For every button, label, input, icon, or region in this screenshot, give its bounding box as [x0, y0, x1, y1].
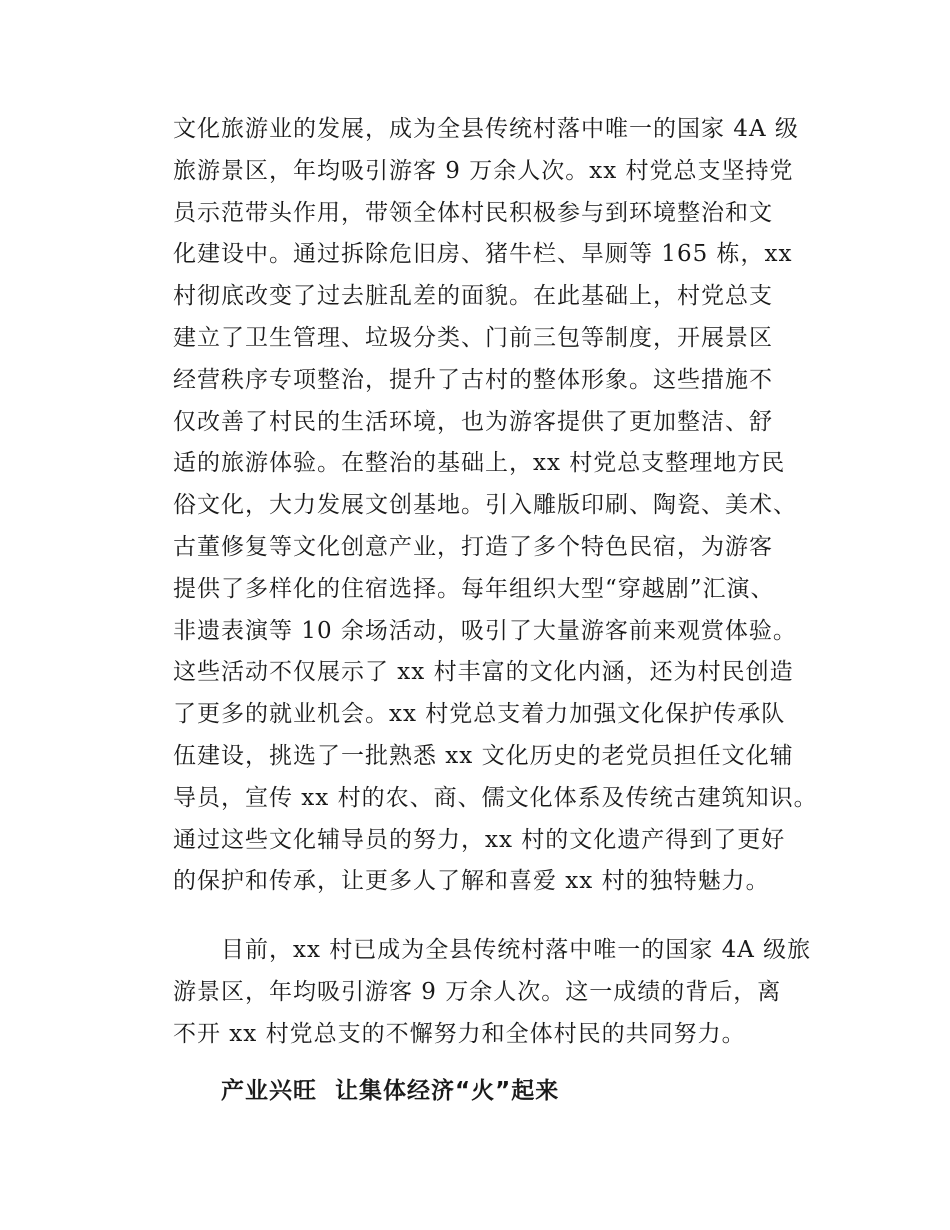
text-line: 导员，宣传 xx 村的农、商、儒文化体系及传统古建筑知识。 [173, 784, 818, 811]
text-line: 的保护和传承，让更多人了解和喜爱 xx 村的独特魅力。 [173, 868, 770, 895]
text-line: 文化旅游业的发展，成为全县传统村落中唯一的国家 4A 级 [173, 116, 799, 142]
text-line: 非遗表演等 10 余场活动，吸引了大量游客前来观赏体验。 [173, 617, 797, 644]
text-line: 俗文化，大力发展文创基地。引入雕版印刷、陶瓷、美术、 [173, 492, 797, 519]
text-line: 通过这些文化辅导员的努力，xx 村的文化遗产得到了更好 [173, 826, 786, 853]
body-paragraph [173, 109, 818, 903]
section-heading: 产业兴旺 让集体经济“火”起来 [221, 1078, 560, 1104]
text-line: 古董修复等文化创意产业，打造了多个特色民宿，为游客 [173, 533, 773, 560]
text-line: 这些活动不仅展示了 xx 村丰富的文化内涵，还为村民创造 [173, 659, 794, 686]
text-line: 员示范带头作用，带领全体村民积极参与到环境整治和文 [173, 199, 773, 226]
text-line: 旅游景区，年均吸引游客 9 万余人次。xx 村党总支坚持党 [173, 157, 794, 184]
text-line: 适的旅游体验。在整治的基础上，xx 村党总支整理地方民 [173, 450, 786, 477]
text-line: 经营秩序专项整治，提升了古村的整体形象。这些措施不 [173, 366, 773, 393]
text-line: 提供了多样化的住宿选择。每年组织大型“穿越剧”汇演、 [173, 575, 775, 602]
text-line: 仅改善了村民的生活环境，也为游客提供了更加整洁、舒 [173, 408, 773, 435]
text-line: 了更多的就业机会。xx 村党总支着力加强文化保护传承队 [173, 701, 786, 728]
text-line: 游景区，年均吸引游客 9 万余人次。这一成绩的背后，离 [173, 978, 782, 1005]
body-paragraph [173, 930, 813, 1055]
text-line: 建立了卫生管理、垃圾分类、门前三包等制度，开展景区 [173, 324, 773, 351]
text-line: 化建设中。通过拆除危旧房、猪牛栏、旱厕等 165 栋，xx [173, 241, 793, 268]
text-line: 不开 xx 村党总支的不懈努力和全体村民的共同努力。 [173, 1020, 746, 1047]
text-line: 目前，xx 村已成为全县传统村落中唯一的国家 4A 级旅 [221, 937, 812, 963]
text-line: 伍建设，挑选了一批熟悉 xx 文化历史的老党员担任文化辅 [173, 742, 794, 769]
text-line: 村彻底改变了过去脏乱差的面貌。在此基础上，村党总支 [173, 283, 773, 310]
